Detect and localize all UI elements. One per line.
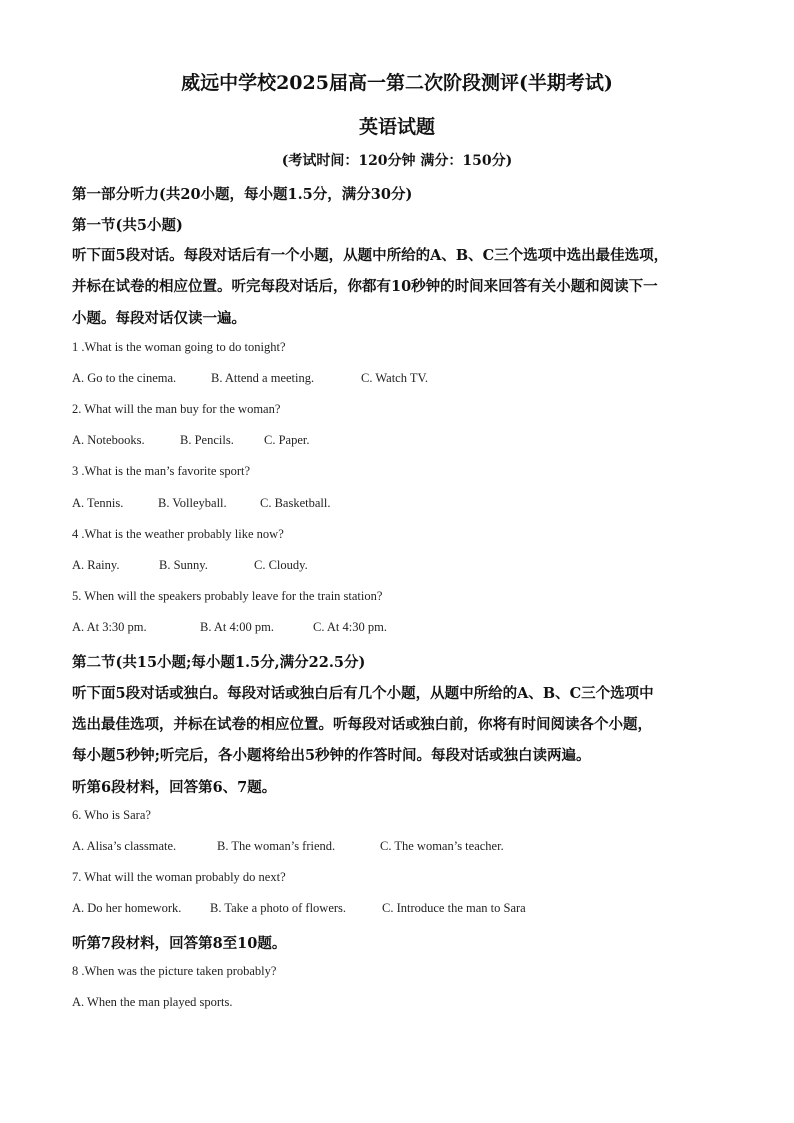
question-8: 8 .When was the picture taken probably? — [72, 964, 277, 978]
question-8-option-a: A. When the man played sports. — [72, 995, 233, 1009]
question-3-options — [72, 496, 330, 511]
section1-instruction-line: 小题。每段对话仅读一遍。 — [72, 310, 246, 327]
option-a: A. Go to the cinema. — [72, 371, 177, 385]
question-3: 3 .What is the man’s favorite sport? — [72, 464, 251, 478]
option-b: B. Attend a meeting. — [211, 371, 315, 385]
subject-title: 英语试题 — [358, 116, 435, 138]
option-c: C. Watch TV. — [361, 371, 429, 385]
question-2-options — [72, 433, 309, 448]
option-c: C. Paper. — [264, 433, 310, 447]
exam-title: 威远中学校2025届高一第二次阶段测评(半期考试) — [181, 72, 613, 94]
part1-heading: 第一部分听力(共20小题，每小题1.5分，满分30分) — [72, 186, 413, 203]
question-4: 4 .What is the weather probably like now? — [72, 527, 284, 541]
option-a: A. Alisa’s classmate. — [72, 839, 177, 853]
material-7-heading: 听第7段材料，回答第8至10题。 — [72, 935, 287, 952]
option-b: B. Take a photo of flowers. — [210, 901, 347, 915]
option-b: B. At 4:00 pm. — [200, 620, 274, 634]
question-7-options — [72, 901, 526, 916]
option-c: C. Cloudy. — [254, 558, 308, 572]
option-a: A. At 3:30 pm. — [72, 620, 147, 634]
question-5: 5. When will the speakers probably leave for the train station? — [72, 589, 383, 603]
section1-instruction-line: 并标在试卷的相应位置。听完每段对话后，你都有10秒钟的时间来回答有关小题和阅读下一 — [72, 278, 658, 295]
option-c: C. Basketball. — [260, 496, 331, 510]
section2-instruction-line: 听下面5段对话或独白。每段对话或独白后有几个小题，从题中所给的A、B、C三个选项中 — [72, 685, 654, 702]
question-6: 6. Who is Sara? — [72, 808, 151, 822]
question-5-options — [72, 620, 387, 635]
section1-instruction-line: 听下面5段对话。每段对话后有一个小题，从题中所给的A、B、C三个选项中选出最佳选项， — [72, 247, 669, 264]
option-c: C. Introduce the man to Sara — [382, 901, 526, 915]
question-7: 7. What will the woman probably do next? — [72, 870, 286, 884]
material-6-heading: 听第6段材料，回答第6、7题。 — [72, 779, 277, 796]
option-c: C. At 4:30 pm. — [313, 620, 387, 634]
option-b: B. Sunny. — [159, 558, 208, 572]
section1-heading: 第一节(共5小题) — [72, 217, 183, 234]
option-a: A. Rainy. — [72, 558, 120, 572]
section2-heading: 第二节(共15小题;每小题1.5分,满分22.5分) — [72, 654, 366, 671]
question-1-options — [72, 371, 428, 386]
section2-instruction-line: 每小题5秒钟;听完后，各小题将给出5秒钟的作答时间。每段对话或独白读两遍。 — [72, 747, 591, 764]
exam-info: (考试时间：120分钟 满分：150分) — [281, 153, 513, 169]
option-a: A. Notebooks. — [72, 433, 145, 447]
option-a: A. Tennis. — [72, 496, 124, 510]
option-a: A. Do her homework. — [72, 901, 182, 915]
option-b: B. Pencils. — [180, 433, 234, 447]
question-2: 2. What will the man buy for the woman? — [72, 402, 281, 416]
section2-instruction-line: 选出最佳选项，并标在试卷的相应位置。听每段对话或独白前，你将有时间阅读各个小题， — [72, 716, 652, 733]
question-1: 1 .What is the woman going to do tonight? — [72, 340, 286, 354]
question-6-options — [72, 839, 504, 854]
option-b: B. Volleyball. — [158, 496, 227, 510]
question-4-options — [72, 558, 308, 573]
option-c: C. The woman’s teacher. — [380, 839, 504, 853]
option-b: B. The woman’s friend. — [217, 839, 336, 853]
